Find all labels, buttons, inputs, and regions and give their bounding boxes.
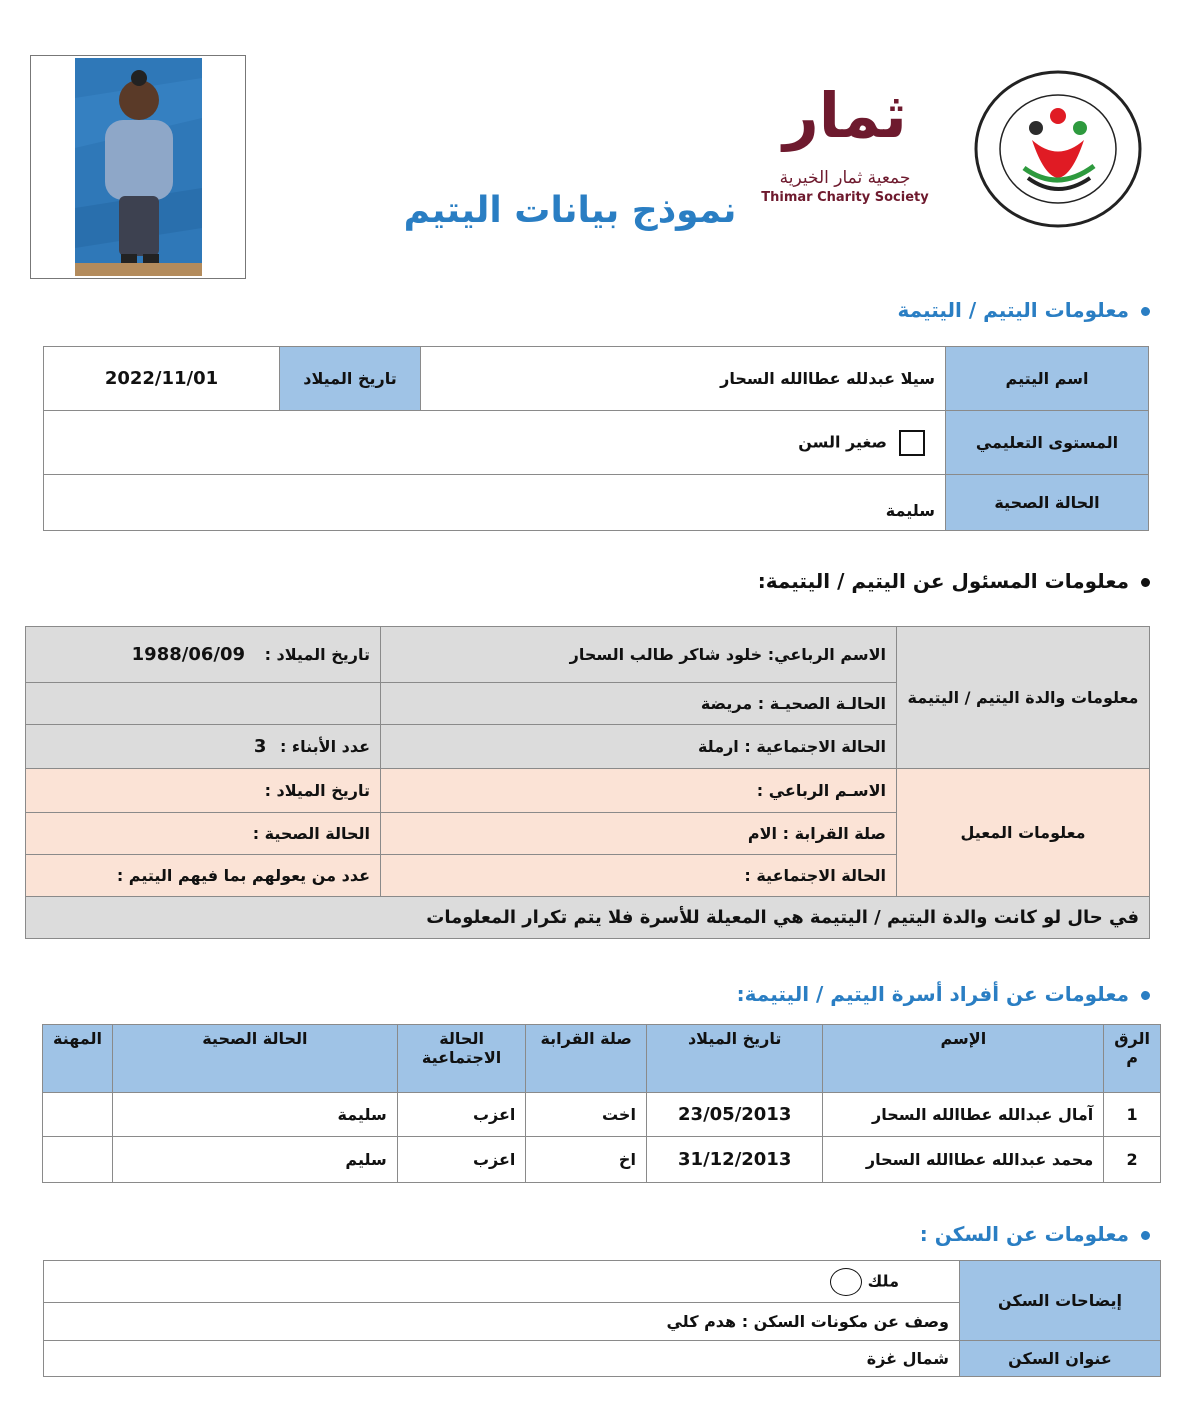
bullet-icon [1141,578,1150,587]
col-relation: صلة القرابة [526,1025,647,1093]
row-health: سليم [113,1137,398,1183]
mother-children-value: 3 [253,736,267,757]
provider-dependents: عدد من يعولهم بما فيهم اليتيم : [26,855,381,897]
col-social: الحالة الاجتماعية [397,1025,526,1093]
health-label: الحالة الصحية [946,475,1149,531]
orphan-dob-value: 2022/11/01 [44,347,280,411]
education-value-cell [44,411,946,475]
provider-social-status: الحالة الاجتماعية : [381,855,897,897]
provider-relation: صلة القرابة : الام [381,813,897,855]
education-checkbox[interactable] [899,430,925,456]
family-info-heading: معلومات عن أفراد أسرة اليتيم / اليتيمة: [737,982,1150,1006]
row-job [43,1093,113,1137]
row-name: آمال عبدالله عطاالله السحار [823,1093,1104,1137]
mother-dob-label: تاريخ الميلاد : [264,645,370,664]
bullet-icon [1141,991,1150,1000]
row-dob: 23/05/2013 [646,1093,823,1137]
row-num: 2 [1104,1137,1161,1183]
orphan-name-value: سيلا عبدلله عطاالله السحار [421,347,946,411]
table-row [43,1093,1161,1137]
mother-children-label: عدد الأبناء : [279,737,370,756]
guardian-note: في حال لو كانت والدة اليتيم / اليتيمة هي المعيلة للأسرة فلا يتم تكرار المعلومات [26,897,1150,939]
mother-social-status: الحالة الاجتماعية : ارملة [381,725,897,769]
housing-address-label: عنوان السكن [960,1341,1161,1377]
col-name: الإسم [823,1025,1104,1093]
mother-health: الحالـة الصحيـة : مريضة [381,683,897,725]
provider-name: الاسـم الرباعي : [381,769,897,813]
housing-info-heading: معلومات عن السكن : [920,1222,1150,1246]
housing-description: وصف عن مكونات السكن : هدم كلي [44,1303,960,1341]
mother-dob-value: 1988/06/09 [131,644,245,665]
row-social: اعزب [397,1093,526,1137]
mother-children-cell [26,725,381,769]
thimar-logo [760,68,930,208]
thimar-logo-word: ثمار [783,79,907,152]
housing-table [43,1260,1161,1377]
ownership-radio[interactable] [830,1268,862,1296]
col-dob: تاريخ الميلاد [646,1025,823,1093]
guardian-info-table [25,626,1150,939]
empty-cell [26,683,381,725]
health-value: سليمة [44,475,946,531]
orphan-info-table [43,346,1149,531]
mother-name: الاسم الرباعي: خلود شاكر طالب السحار [381,627,897,683]
col-job: المهنة [43,1025,113,1093]
housing-ownership: ملك [867,1271,899,1290]
row-social: اعزب [397,1137,526,1183]
row-relation: اخ [526,1137,647,1183]
bullet-icon [1141,307,1150,316]
orphan-info-heading: معلومات اليتيم / اليتيمة [898,298,1151,322]
table-row [43,1137,1161,1183]
thimar-logo-arabic: جمعية ثمار الخيرية [779,168,911,188]
row-job [43,1137,113,1183]
housing-address: شمال غزة [44,1341,960,1377]
orphan-name-label: اسم اليتيم [946,347,1149,411]
bullet-icon [1141,1231,1150,1240]
housing-ownership-cell [44,1261,960,1303]
mother-dob-cell [26,627,381,683]
row-dob: 31/12/2013 [646,1137,823,1183]
provider-info-label: معلومات المعيل [897,769,1150,897]
row-num: 1 [1104,1093,1161,1137]
education-label: المستوى التعليمي [946,411,1149,475]
housing-clarify-label: إيضاحات السكن [960,1261,1161,1341]
col-health: الحالة الصحية [113,1025,398,1093]
palestine-tomorrow-logo [972,68,1144,230]
provider-dob: تاريخ الميلاد : [26,769,381,813]
child-photo-image [75,58,202,276]
row-relation: اخت [526,1093,647,1137]
col-num: الرق م [1104,1025,1161,1093]
orphan-photo [30,55,246,279]
row-name: محمد عبدالله عطاالله السحار [823,1137,1104,1183]
education-value: صغير السن [798,432,887,451]
page-title: نموذج بيانات اليتيم [403,190,737,231]
orphan-dob-label: تاريخ الميلاد [280,347,421,411]
row-health: سليمة [113,1093,398,1137]
thimar-logo-english: Thimar Charity Society [761,190,929,205]
mother-info-label: معلومات والدة اليتيم / اليتيمة [897,627,1150,769]
provider-health: الحالة الصحية : [26,813,381,855]
guardian-info-heading: معلومات المسئول عن اليتيم / اليتيمة: [758,569,1150,593]
family-table [42,1024,1161,1183]
